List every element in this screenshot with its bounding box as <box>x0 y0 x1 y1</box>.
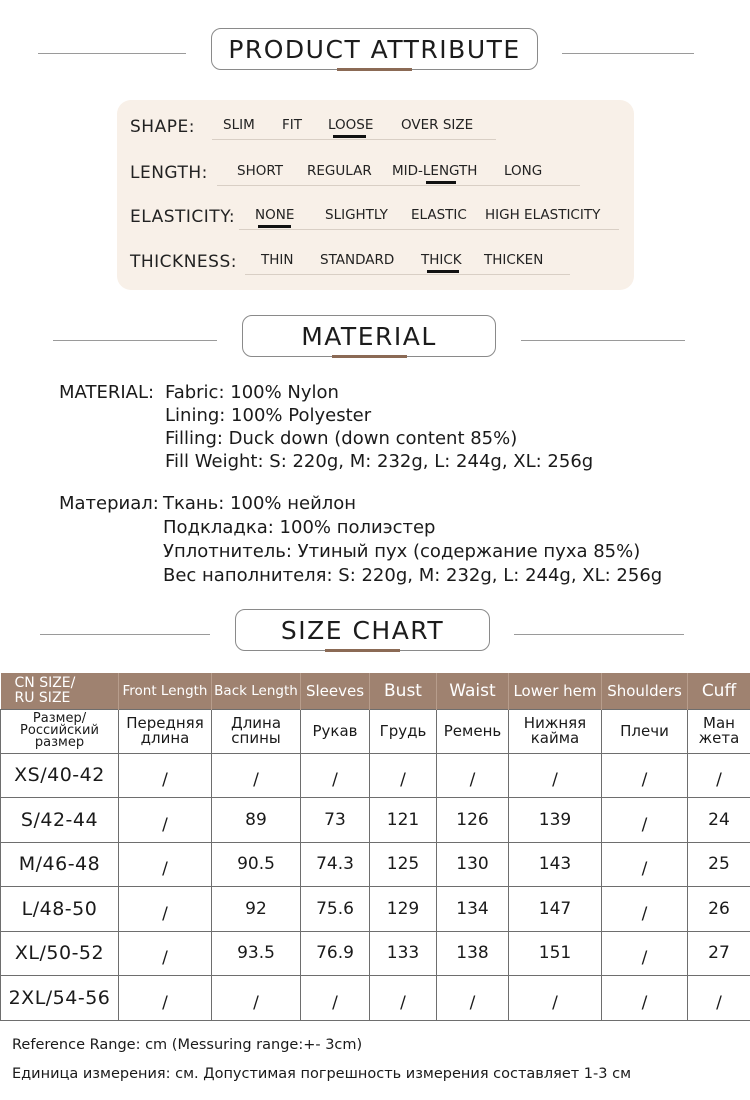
divider-right <box>514 634 684 635</box>
selected-marker <box>258 225 291 228</box>
cell-value: 138 <box>456 943 489 964</box>
measurement-cell <box>437 798 509 843</box>
attr-label: SHAPE: <box>130 117 195 137</box>
ru-header-cell: Рукав <box>301 709 370 753</box>
measurement-cell <box>119 842 212 887</box>
material-line: Вес наполнителя: S: 220g, M: 232g, L: 244g, XL: 256g <box>163 565 663 586</box>
material-line: Подкладка: 100% полиэстер <box>163 517 436 538</box>
measurement-cell <box>688 887 750 932</box>
measurement-cell <box>370 798 437 843</box>
cell-value: / <box>469 770 476 791</box>
ru-header-cell: Плечи <box>602 709 688 753</box>
size-label-cell <box>1 753 119 798</box>
cell-value: 130 <box>456 854 489 875</box>
measurement-cell <box>212 931 301 976</box>
attr-label: LENGTH: <box>130 163 208 183</box>
cell-value: / <box>552 770 558 791</box>
measurement-cell <box>370 931 437 976</box>
attribute-panel <box>117 100 634 290</box>
cell-value: XL/50-52 <box>14 942 105 965</box>
measurement-cell <box>301 931 370 976</box>
section-title-product-attribute: PRODUCT ATTRIBUTE <box>211 28 538 70</box>
measurement-cell <box>688 753 750 798</box>
cell-value: / <box>641 814 648 835</box>
size-label-cell <box>1 798 119 843</box>
cell-value: 73 <box>324 809 346 830</box>
attr-option: FIT <box>282 117 302 133</box>
cell-value: / <box>641 992 648 1013</box>
table-header-en <box>1 673 750 709</box>
measurement-cell <box>119 753 212 798</box>
col-header: Lower hem <box>509 673 602 709</box>
attr-option: LONG <box>504 163 543 179</box>
attr-rule <box>217 185 580 186</box>
cell-value: / <box>641 859 648 880</box>
cell-value: 92 <box>245 898 267 919</box>
cell-value: / <box>162 992 168 1013</box>
attr-option: HIGH ELASTICITY <box>485 207 601 223</box>
measurement-cell <box>212 887 301 932</box>
cell-value: 129 <box>386 898 420 919</box>
cell-value: / <box>641 770 648 791</box>
cell-value: / <box>400 992 406 1013</box>
divider-left <box>40 634 210 635</box>
measurement-cell <box>212 976 301 1021</box>
ru-header-cell: Передняя длина <box>119 709 212 753</box>
measurement-cell <box>437 887 509 932</box>
size-rows <box>1 753 750 1020</box>
cell-value: 90.5 <box>237 854 275 875</box>
material-key: Материал: <box>59 493 159 514</box>
measurement-cell <box>301 798 370 843</box>
attr-option: OVER SIZE <box>401 117 474 133</box>
cell-value: / <box>332 992 338 1013</box>
attr-rule <box>245 274 570 275</box>
cell-value: / <box>469 992 476 1013</box>
measurement-cell <box>301 976 370 1021</box>
attr-option: SHORT <box>237 163 283 179</box>
cell-value: 74.3 <box>316 854 354 875</box>
material-line: Lining: 100% Polyester <box>165 405 372 426</box>
cell-value: / <box>641 903 648 924</box>
cell-value: 25 <box>708 854 730 875</box>
ru-header-cell: Грудь <box>370 709 437 753</box>
measurement-cell <box>688 931 750 976</box>
col-header: Front Length <box>119 673 212 709</box>
ru-header-cell: Ман жета <box>688 709 750 753</box>
ru-header-cell: Нижняя кайма <box>509 709 602 753</box>
cell-value: / <box>253 770 259 791</box>
col-header: Back Length <box>212 673 301 709</box>
title-underbar <box>325 649 400 652</box>
divider-left <box>53 340 217 341</box>
cell-value: 121 <box>386 809 420 830</box>
measurement-cell <box>602 842 688 887</box>
material-line: Ткань: 100% нейлон <box>163 493 357 514</box>
material-line: Fill Weight: S: 220g, M: 232g, L: 244g, XL: 256g <box>165 451 594 472</box>
selected-marker <box>333 135 366 138</box>
col-header: Bust <box>370 673 437 709</box>
attr-option-selected: MID-LENGTH <box>392 163 478 179</box>
cell-value: 76.9 <box>316 943 354 964</box>
header-line: RU SIZE <box>14 689 71 706</box>
attr-row-thickness <box>117 248 634 278</box>
measurement-cell <box>301 753 370 798</box>
measurement-cell <box>688 976 750 1021</box>
attr-row-shape <box>117 113 634 143</box>
table-row <box>1 753 750 798</box>
title-underbar <box>332 355 407 358</box>
material-en <box>59 381 739 476</box>
measurement-cell <box>370 753 437 798</box>
cell-value: / <box>162 814 168 835</box>
measurement-cell <box>688 798 750 843</box>
ru-header-cell: Длина спины <box>212 709 301 753</box>
attr-rule <box>212 139 496 140</box>
measurement-cell <box>509 976 602 1021</box>
attr-label: ELASTICITY: <box>130 207 236 227</box>
attr-option-selected: NONE <box>255 207 295 223</box>
cell-value: / <box>552 992 558 1013</box>
size-chart-header <box>0 609 750 659</box>
measurement-cell <box>119 976 212 1021</box>
cell-value: 125 <box>386 854 420 875</box>
selected-marker <box>426 181 456 184</box>
measurement-cell <box>370 976 437 1021</box>
cell-value: / <box>253 992 259 1013</box>
attr-option: THICKEN <box>484 252 544 268</box>
attr-option-selected: LOOSE <box>328 117 374 133</box>
title-underbar <box>337 68 412 71</box>
reference-note-ru: Единица измерения: см. Допустимая погрешность измерения составляет 1-3 см <box>12 1066 632 1082</box>
measurement-cell <box>212 798 301 843</box>
table-row <box>1 842 750 887</box>
cell-value: / <box>162 859 168 880</box>
material-line: Уплотнитель: Утиный пух (содержание пуха 85%) <box>163 541 641 562</box>
cell-value: 2XL/54-56 <box>8 986 111 1009</box>
measurement-cell <box>119 798 212 843</box>
cell-value: / <box>400 770 406 791</box>
measurement-cell <box>509 798 602 843</box>
cell-value: 24 <box>708 809 730 830</box>
cell-value: 126 <box>456 809 489 830</box>
col-header-size <box>1 673 119 709</box>
table-row <box>1 931 750 976</box>
measurement-cell <box>509 887 602 932</box>
col-header: Waist <box>437 673 509 709</box>
material-header <box>0 315 750 365</box>
ru-header-cell: Ремень <box>437 709 509 753</box>
cell-value: 27 <box>708 943 730 964</box>
cell-value: / <box>162 903 168 924</box>
measurement-cell <box>688 842 750 887</box>
cell-value: XS/40-42 <box>14 764 105 787</box>
measurement-cell <box>437 753 509 798</box>
attr-rule <box>239 229 619 230</box>
cell-value: 151 <box>538 943 572 964</box>
cell-value: / <box>332 770 338 791</box>
measurement-cell <box>509 753 602 798</box>
attr-option: THIN <box>261 252 294 268</box>
divider-right <box>562 53 694 54</box>
size-label-cell <box>1 887 119 932</box>
size-label-cell <box>1 976 119 1021</box>
divider-left <box>38 53 186 54</box>
cell-value: / <box>641 948 648 969</box>
attr-option: ELASTIC <box>411 207 467 223</box>
table-row <box>1 798 750 843</box>
cell-value: 143 <box>538 854 572 875</box>
selected-marker <box>427 270 459 273</box>
table-row <box>1 976 750 1021</box>
size-label-cell <box>1 931 119 976</box>
measurement-cell <box>602 798 688 843</box>
header-line: CN SIZE/ <box>14 674 76 691</box>
size-chart-table <box>0 673 750 1021</box>
product-attribute-header <box>0 28 750 78</box>
material-ru <box>59 492 739 587</box>
attr-option: REGULAR <box>307 163 372 179</box>
measurement-cell <box>602 931 688 976</box>
measurement-cell <box>509 931 602 976</box>
measurement-cell <box>437 976 509 1021</box>
cell-value: / <box>716 770 722 791</box>
attr-row-length <box>117 159 634 189</box>
measurement-cell <box>602 976 688 1021</box>
cell-value: / <box>716 992 722 1013</box>
attr-option-selected: THICK <box>421 252 462 268</box>
size-label-cell <box>1 842 119 887</box>
cell-value: 147 <box>538 898 572 919</box>
attr-label: THICKNESS: <box>130 252 237 272</box>
attr-option: SLIM <box>223 117 255 133</box>
cell-value: 139 <box>538 809 572 830</box>
cell-value: 93.5 <box>237 943 275 964</box>
measurement-cell <box>602 887 688 932</box>
measurement-cell <box>602 753 688 798</box>
measurement-cell <box>119 887 212 932</box>
cell-value: 133 <box>386 943 420 964</box>
measurement-cell <box>119 931 212 976</box>
col-header: Sleeves <box>301 673 370 709</box>
cell-value: 89 <box>245 809 267 830</box>
measurement-cell <box>437 842 509 887</box>
material-line: Fabric: 100% Nylon <box>165 382 339 403</box>
attr-option: STANDARD <box>320 252 395 268</box>
measurement-cell <box>212 753 301 798</box>
cell-value: 134 <box>456 898 489 919</box>
col-header: Shoulders <box>602 673 688 709</box>
divider-right <box>521 340 685 341</box>
attr-row-elasticity <box>117 203 634 233</box>
col-header: Cuff <box>688 673 750 709</box>
section-title-material: MATERIAL <box>242 315 496 357</box>
reference-note-en: Reference Range: cm (Messuring range:+- 3cm) <box>12 1037 363 1053</box>
cell-value: 75.6 <box>316 898 354 919</box>
cell-value: L/48-50 <box>21 897 98 920</box>
measurement-cell <box>370 842 437 887</box>
measurement-cell <box>212 842 301 887</box>
cell-value: 26 <box>708 898 730 919</box>
measurement-cell <box>437 931 509 976</box>
cell-value: / <box>162 770 168 791</box>
table-header-ru <box>1 709 750 753</box>
section-title-size-chart: SIZE CHART <box>235 609 490 651</box>
attr-option: SLIGHTLY <box>325 207 388 223</box>
cell-value: M/46-48 <box>18 853 101 876</box>
material-line: Filling: Duck down (down content 85%) <box>165 428 518 449</box>
material-key: MATERIAL: <box>59 382 155 403</box>
measurement-cell <box>301 887 370 932</box>
cell-value: S/42-44 <box>20 808 99 831</box>
measurement-cell <box>370 887 437 932</box>
table-row <box>1 887 750 932</box>
ru-header-cell: Размер/ Российский размер <box>1 709 119 753</box>
cell-value: / <box>162 948 168 969</box>
measurement-cell <box>301 842 370 887</box>
measurement-cell <box>509 842 602 887</box>
